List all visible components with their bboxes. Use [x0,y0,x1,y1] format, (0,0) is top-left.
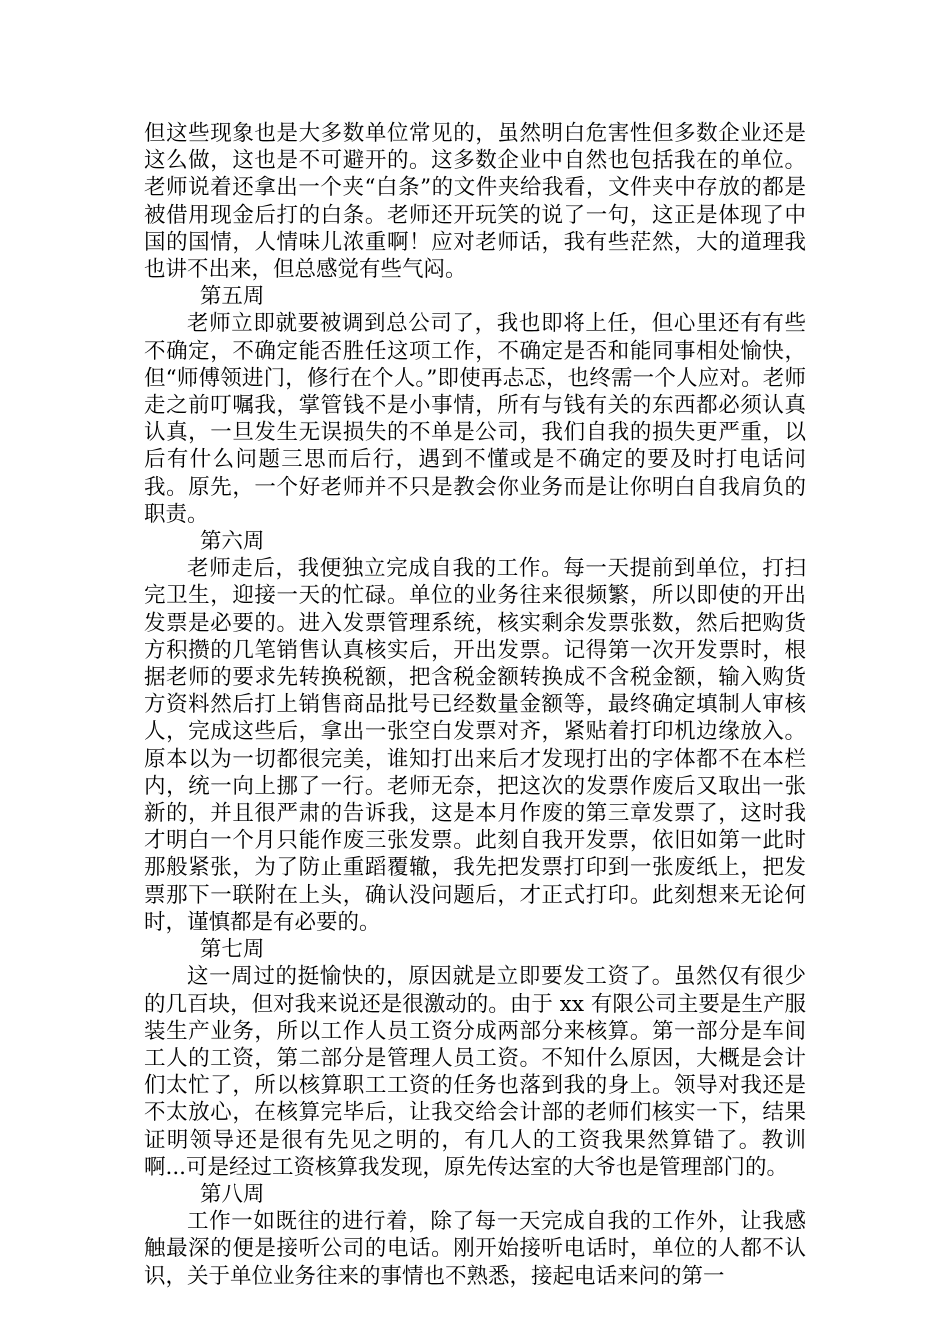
paragraph-week-8: 工作一如既往的进行着，除了每一天完成自我的工作外，让我感触最深的便是接听公司的电话。刚开始接听电话时，单位的人都不认识，关于单位业务往来的事情也不熟悉，接起电话来问的第一 [144,1209,806,1289]
heading-week-5: 第五周 [199,284,265,310]
paragraph-intro: 但这些现象也是大多数单位常见的，虽然明白危害性但多数企业还是这么做，这也是不可避开的。这多数企业中自然也包括我在的单位。老师说着还拿出一个夹“白条”的文件夹给我看，文件夹中存放的都是被借用现金后打的白条。老师还开玩笑的说了一句，这正是体现了中国的国情，人情味儿浓重啊！应对老师话，我有些茫然，大的道理我也讲不出来，但总感觉有些气闷。 [144,121,806,283]
heading-week-7: 第七周 [199,937,265,963]
paragraph-week-7: 这一周过的挺愉快的，原因就是立即要发工资了。虽然仅有很少的几百块，但对我来说还是很激动的。由于 xx 有限公司主要是生产服装生产业务，所以工作人员工资分成两部分来核算。第一部分是车间工人的工资，第二部分是管理人员工资。不知什么原因，大概是会计们太忙了，所以核算职工工资的任务也落到我的身上。领导对我还是不太放心，在核算完毕后，让我交给会计部的老师们核实一下，结果证明领导还是很有先见之明的，有几人的工资我果然算错了。教训啊...可是经过工资核算我发现，原先传达室的大爷也是管理部门的。 [144,964,806,1180]
heading-week-6: 第六周 [199,529,265,555]
heading-week-8: 第八周 [199,1181,265,1207]
paragraph-week-5: 老师立即就要被调到总公司了，我也即将上任，但心里还有有些不确定，不确定能否胜任这项工作，不确定是否和能同事相处愉快，但“师傅领进门，修行在个人。”即使再忐忑，也终需一个人应对。老师走之前叮嘱我，掌管钱不是小事情，所有与钱有关的东西都必须认真认真，一旦发生无误损失的不单是公司，我们自我的损失更严重，以后有什么问题三思而后行，遇到不懂或是不确定的要及时打电话问我。原先，一个好老师并不只是教会你业务而是让你明白自我肩负的职责。 [144,311,806,527]
paragraph-week-6: 老师走后，我便独立完成自我的工作。每一天提前到单位，打扫完卫生，迎接一天的忙碌。单位的业务往来很频繁，所以即使的开出发票是必要的。进入发票管理系统，核实剩余发票张数，然后把购货方积攒的几笔销售认真核实后，开出发票。记得第一次开发票时，根据老师的要求先转换税额，把含税金额转换成不含税金额，输入购货方资料然后打上销售商品批号已经数量金额等，最终确定填制人审核人，完成这些后，拿出一张空白发票对齐，紧贴着打印机边缘放入。原本以为一切都很完美，谁知打出来后才发现打出的字体都不在本栏内，统一向上挪了一行。老师无奈，把这次的发票作废后又取出一张新的，并且很严肃的告诉我，这是本月作废的第三章发票了，这时我才明白一个月只能作废三张发票。此刻自我开发票，依旧如第一此时那般紧张，为了防止重蹈覆辙，我先把发票打印到一张废纸上，把发票那下一联附在上头，确认没问题后，才正式打印。此刻想来无论何时，谨慎都是有必要的。 [144,556,806,935]
document-page [144,120,806,1290]
